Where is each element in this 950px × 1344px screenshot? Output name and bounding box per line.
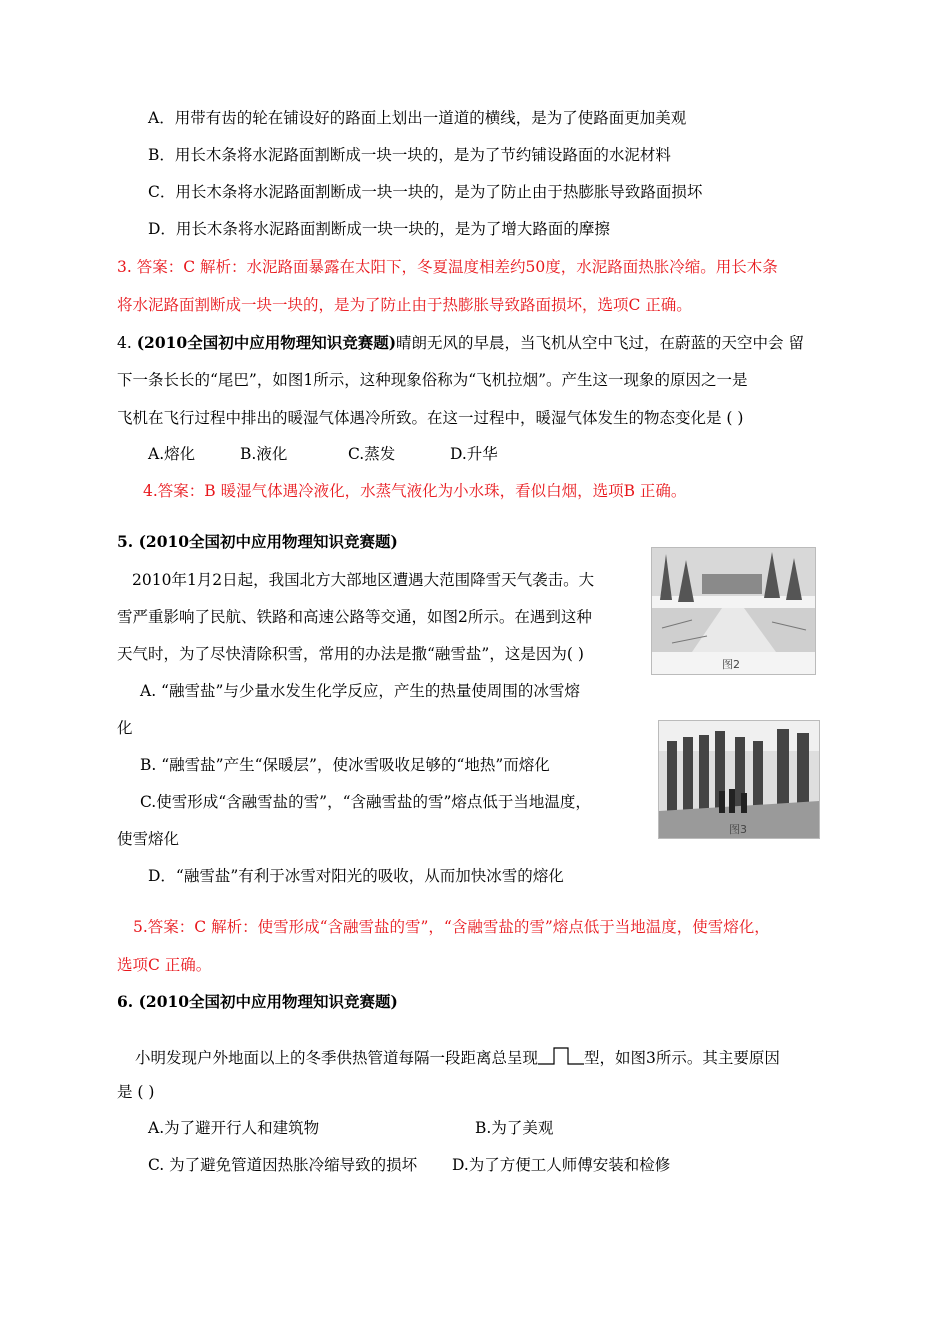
q2-option-c: C．用长木条将水泥路面割断成一块一块的，是为了防止由于热膨胀导致路面损坏 (148, 183, 703, 201)
q4-option-d: D.升华 (450, 445, 498, 463)
q5-option-c-line-2: 使雪熔化 (117, 830, 180, 848)
q2-option-d: D．用长木条将水泥路面割断成一块一块的，是为了增大路面的摩擦 (148, 220, 610, 238)
q5-line-3: 天气时，为了尽快清除积雪，常用的办法是撒“融雪盐”，这是因为( ) (117, 645, 584, 663)
answer-5-line-1: 5.答案：C 解析：使雪形成“含融雪盐的雪”，“含融雪盐的雪”熔点低于当地温度，使雪熔化， (133, 918, 770, 936)
q4-option-b: B.液化 (240, 445, 288, 463)
q6-header: 6. (2010全国初中应用物理知识竞赛题) (117, 992, 398, 1011)
q4-option-c: C.蒸发 (348, 445, 396, 463)
q5-option-c-line-1: C.使雪形成“含融雪盐的雪”，“含融雪盐的雪”熔点低于当地温度， (140, 793, 591, 811)
q6-line-1 (135, 1045, 780, 1068)
q5-option-b: B. “融雪盐”产生“保暖层”，使冰雪吸收足够的“地热”而熔化 (140, 756, 550, 774)
q4-source: (2010全国初中应用物理知识竞赛题) (136, 333, 397, 352)
q6-option-a: A.为了避开行人和建筑物 (148, 1119, 320, 1137)
answer-3-line-2: 将水泥路面割断成一块一块的，是为了防止由于热膨胀导致路面损坏，选项C 正确。 (117, 296, 692, 314)
q4-number: 4. (117, 334, 137, 352)
answer-3-line-1: 3. 答案：C 解析：水泥路面暴露在太阳下，冬夏温度相差约50度，水泥路面热胀冷缩。用长木条 (117, 258, 778, 276)
figure-3-heating-pipe-photo (658, 720, 820, 839)
q6-option-d: D.为了方便工人师傅安装和检修 (452, 1156, 671, 1174)
q6-line-1-after: 型，如图3所示。其主要原因 (584, 1049, 780, 1067)
pipe-shape-icon (538, 1045, 584, 1067)
q6-line-2: 是 ( ) (117, 1083, 155, 1101)
q6-option-c: C. 为了避免管道因热胀冷缩导致的损坏 (148, 1156, 418, 1174)
q4-line-3: 飞机在飞行过程中排出的暖湿气体遇冷所致。在这一过程中，暖湿气体发生的物态变化是 ( ) (117, 409, 744, 427)
q2-option-b: B．用长木条将水泥路面割断成一块一块的，是为了节约铺设路面的水泥材料 (148, 146, 671, 164)
q4-line-2: 下一条长长的“尾巴”，如图1所示，这种现象俗称为“飞机拉烟”。产生这一现象的原因之一是 (117, 371, 748, 389)
answer-5-line-2: 选项C 正确。 (117, 956, 212, 974)
answer-4: 4.答案：B 暖湿气体遇冷液化，水蒸气液化为小水珠，看似白烟，选项B 正确。 (143, 482, 687, 500)
figure-2-snow-road-photo (651, 547, 816, 675)
q5-option-a-line-2: 化 (117, 719, 133, 737)
q5-line-1: 2010年1月2日起，我国北方大部地区遭遇大范围降雪天气袭击。大 (132, 571, 595, 589)
q2-option-a: A．用带有齿的轮在铺设好的路面上划出一道道的横线，是为了使路面更加美观 (148, 109, 687, 127)
q5-header: 5. (2010全国初中应用物理知识竞赛题) (117, 532, 398, 551)
q6-line-1-before: 小明发现户外地面以上的冬季供热管道每隔一段距离总呈现 (135, 1049, 539, 1067)
q4-line-1 (117, 333, 804, 353)
q5-option-d: D．“融雪盐”有利于冰雪对阳光的吸收，从而加快冰雪的熔化 (148, 867, 564, 885)
q6-option-b: B.为了美观 (475, 1119, 554, 1137)
figure-3-caption: 图3 (729, 823, 747, 836)
figure-2-caption: 图2 (722, 658, 740, 671)
q5-line-2: 雪严重影响了民航、铁路和高速公路等交通，如图2所示。在遇到这种 (117, 608, 592, 626)
q5-option-a-line-1: A. “融雪盐”与少量水发生化学反应，产生的热量使周围的冰雪熔 (140, 682, 580, 700)
q4-option-a: A.熔化 (148, 445, 196, 463)
q4-line-1-text: 晴朗无风的早晨，当飞机从空中飞过，在蔚蓝的天空中会 留 (396, 334, 804, 352)
